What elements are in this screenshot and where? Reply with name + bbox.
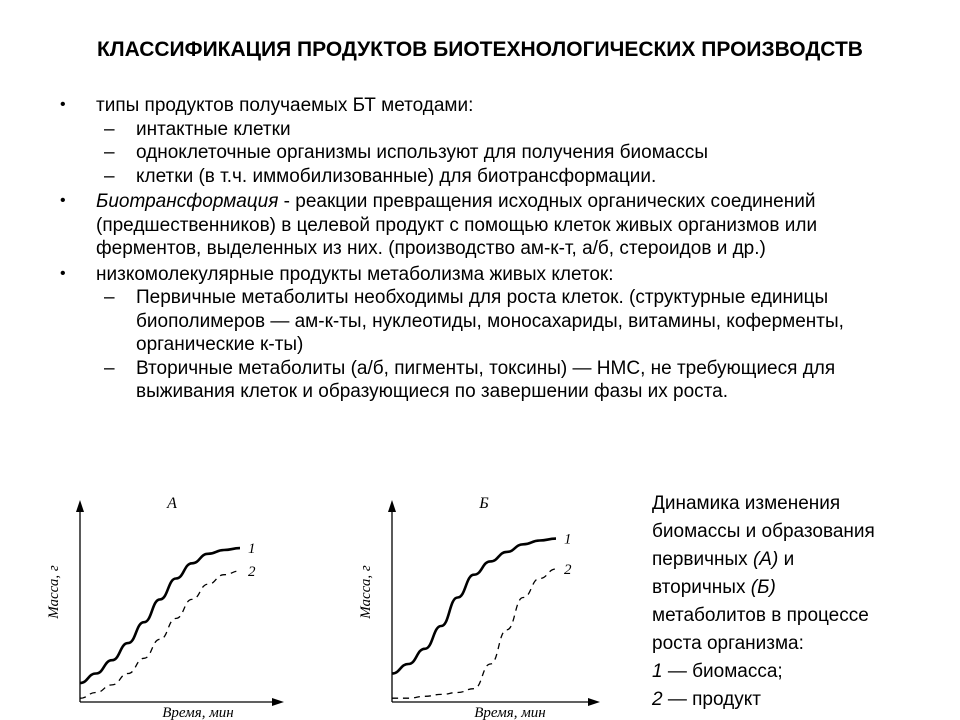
caption-num-1: 1: [652, 661, 663, 682]
subitem-text: клетки (в т.ч. иммобилизованные) для биотрансформации.: [136, 165, 657, 187]
chart-a-series-2-label: 2: [248, 563, 256, 580]
subitem-text: интактные клетки: [136, 118, 291, 140]
slide-title: КЛАССИФИКАЦИЯ ПРОДУКТОВ БИОТЕХНОЛОГИЧЕСКИХ ПРОИЗВОДСТВ: [97, 38, 863, 61]
caption-line: первичных: [652, 549, 753, 570]
caption-line: биомассы и образования: [652, 521, 875, 542]
chart-b-series-1-line: [392, 539, 556, 674]
figure-caption: [652, 490, 952, 714]
subitem-text: Первичные метаболиты необходимы для роста клеток. (структурные единицы биополимеров — ам-к-ты, нуклеотиды, моносахариды, витамины, коферменты, органические к-ты): [136, 287, 844, 355]
dash-icon: –: [104, 165, 115, 187]
chart-a-ylabel: Масса, г: [46, 565, 62, 619]
bullet-icon: •: [60, 192, 66, 209]
chart-b-series-2-label: 2: [564, 562, 572, 578]
subitem-text: Вторичные метаболиты (а/б, пигменты, токсины) — НМС, не требующиеся для выживания клеток и образующиеся по завершении фазы их роста.: [136, 357, 836, 402]
bullet-icon: •: [60, 96, 66, 113]
chart-b-ylabel: Масса, г: [358, 565, 374, 619]
caption-line: — биомасса;: [662, 661, 783, 682]
dash-icon: –: [104, 357, 115, 379]
caption-line: — продукт: [662, 689, 761, 710]
bullet-text: типы продуктов получаемых БТ методами:: [96, 95, 474, 116]
caption-line: роста организма:: [652, 633, 804, 654]
chart-b-xlabel: Время, мин: [474, 705, 546, 720]
chart-b-series-2-line: [392, 569, 556, 698]
chart-a-y-arrow-icon: [76, 500, 84, 512]
caption-label-b: (Б): [750, 577, 776, 598]
chart-a-series-1-label: 1: [248, 541, 256, 558]
chart-a-xlabel: Время, мин: [162, 705, 234, 720]
bullet-icon: •: [60, 264, 66, 282]
chart-a-series-2-line: [80, 571, 240, 698]
chart-b-series-1-label: 1: [564, 531, 572, 548]
term-biotransformation: Биотрансформация: [96, 191, 279, 212]
subitem-text: одноклеточные организмы используют для получения биомассы: [136, 142, 709, 163]
chart-b-title: Б: [479, 495, 489, 512]
chart-b-y-arrow-icon: [388, 500, 396, 512]
caption-num-2: 2: [652, 689, 663, 710]
chart-b-x-arrow-icon: [588, 698, 600, 706]
caption-line: вторичных: [652, 577, 751, 598]
caption-line: метаболитов в процессе: [652, 605, 869, 626]
chart-a-x-arrow-icon: [272, 698, 284, 706]
chart-a-series-1-line: [80, 548, 240, 683]
dash-icon: –: [104, 118, 115, 140]
caption-line: и: [778, 549, 795, 570]
dash-icon: –: [104, 287, 115, 308]
caption-label-a: (А): [752, 549, 779, 570]
chart-a-title: А: [167, 495, 177, 512]
definition-text: - реакции превращения исходных органических соединений (предшественников) в целевой продукт с помощью клеток живых организмов или ферментов, выделенных из них. (производство ам-к-т, а/б, стероидов и др.): [96, 191, 818, 259]
dash-icon: –: [104, 142, 115, 163]
bullet-text: низкомолекулярные продукты метаболизма живых клеток:: [96, 263, 614, 285]
caption-line: Динамика изменения: [652, 493, 841, 514]
